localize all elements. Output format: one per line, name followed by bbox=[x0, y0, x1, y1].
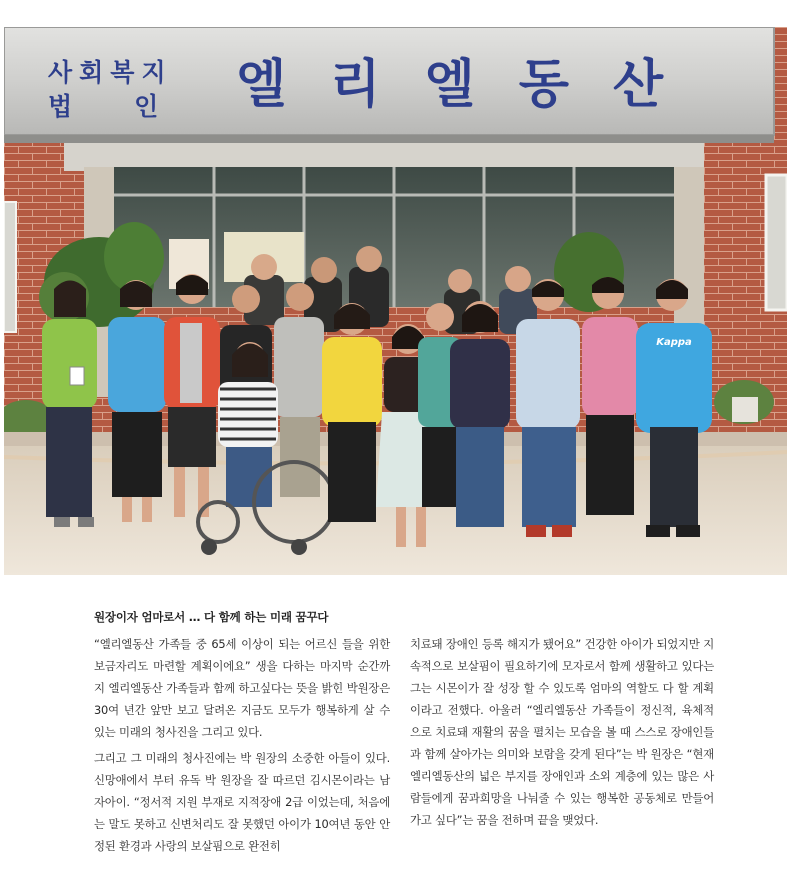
sign-org-type-line2: 법인 bbox=[48, 92, 221, 121]
sign-org-name: 엘리엘동산 bbox=[236, 55, 708, 115]
article-paragraph: “엘리엘동산 가족들 중 65세 이상이 되는 어르신 들을 위한 보금자리도 마련할 계획이에요” 생을 다하는 마지막 순간까지 엘리엘동산 가족들과 함께 하고싶다는 뜻을 밝힌 박원장은 30여 년간 앞만 보고 달려온 지금도 모두가 행복하게 살 수 있는 미래의 청사진을 그리고 있다. bbox=[94, 637, 390, 739]
sign-org-type-line1: 사회복지 bbox=[48, 58, 173, 87]
article-column-2 bbox=[410, 633, 714, 835]
article-column-1 bbox=[94, 606, 390, 861]
group-photo bbox=[4, 27, 787, 575]
shirt-logo: Kappa bbox=[656, 337, 692, 348]
article-heading: 원장이자 엄마로서 … 다 함께 하는 미래 꿈꾸다 bbox=[94, 610, 329, 624]
article-paragraph: 치료돼 장애인 등록 해지가 됐어요” 건강한 아이가 되었지만 지속적으로 보살핌이 필요하기에 모자로서 함께 생활하고 있다는 그는 시몬이가 잘 성장 할 수 있도록 엄마의 역할도 다 할 계획이라고 전했다. 아울러 “엘리엘동산 가족들이 정신적, 육체적 으로 치료돼 재활의 꿈을 펼치는 모습을 볼 때 스스로 장애인들과 함께 살아가는 의미와 보람을 갖게 된다”는 박 원장은 “현재 엘리엘동산의 넓은 부지를 장애인과 소외 계층에 있는 많은 사람들에게 꿈과희망을 나눠줄 수 있는 행복한 공동체로 만들어가고 싶다”는 꿈을 전하며 끝을 맺었다. bbox=[410, 637, 714, 827]
article-paragraph: 그리고 그 미래의 청사진에는 박 원장의 소중한 아들이 있다. 신망애에서 부터 유독 박 원장을 잘 따르던 김시몬이라는 남자아이. “정서적 지원 부재로 지적장애 2급 이었는데, 처음에는 말도 못하고 신변처리도 잘 못했던 아이가 10여년 동안 안정된 환경과 사랑의 보살핌으로 완전히 bbox=[94, 751, 390, 853]
